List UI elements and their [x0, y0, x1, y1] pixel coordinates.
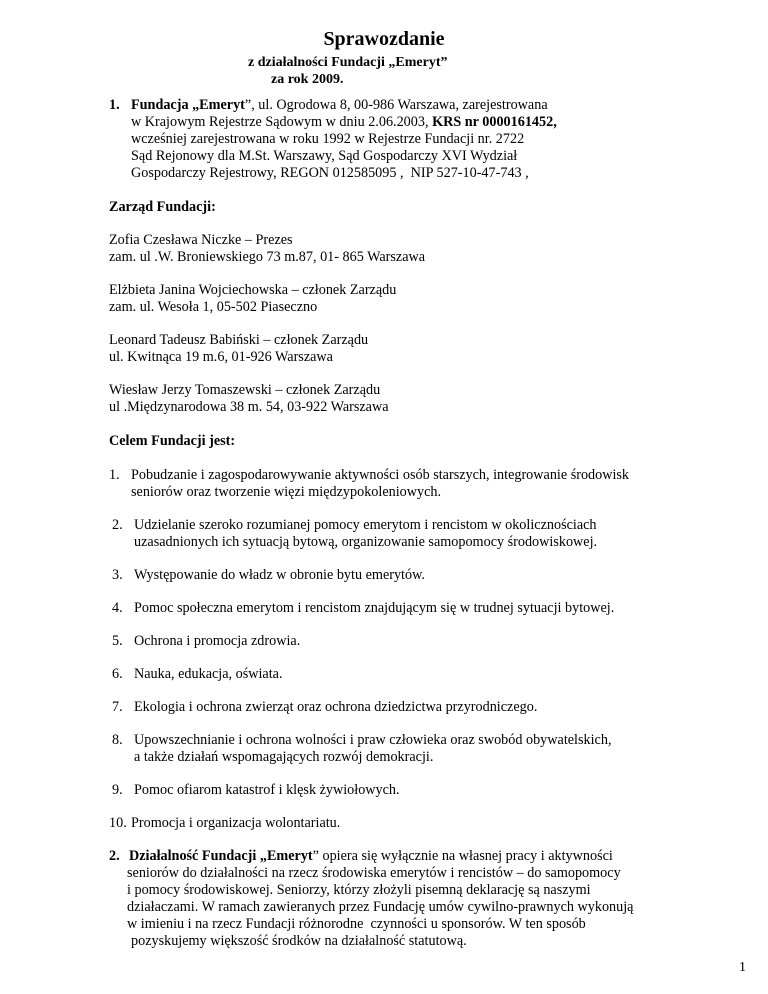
foundation-address: ”, ul. Ogrodowa 8, 00-986 Warszawa, zarejestrowana	[244, 97, 548, 113]
section-2-line: w imieniu i na rzecz Fundacji różnorodne czynności u sponsorów. W ten sposób	[127, 916, 586, 932]
board-member-address: ul. Kwitnąca 19 m.6, 01-926 Warszawa	[109, 349, 333, 365]
goal-text: Ekologia i ochrona zwierząt oraz ochrona dziedzictwa przyrodniczego.	[134, 699, 538, 715]
section-2-line: seniorów do działalności na rzecz środowiska emerytów i rencistów – do samopomocy	[127, 865, 621, 881]
board-member-name: Wiesław Jerzy Tomaszewski – członek Zarządu	[109, 382, 381, 398]
section-2-line: pozyskujemy większość środków na działalność statutową.	[131, 933, 467, 949]
page-number: 1	[739, 960, 746, 975]
board-heading: Zarząd Fundacji:	[109, 199, 216, 215]
foundation-name: Fundacja „Emeryt	[131, 97, 245, 113]
section-2-number: 2.	[109, 848, 120, 864]
goal-text: seniorów oraz tworzenie więzi międzypokoleniowych.	[131, 484, 442, 500]
goal-text: a także działań wspomagających rozwój demokracji.	[134, 749, 434, 765]
goal-number: 1.	[109, 467, 120, 483]
goal-text: Pobudzanie i zagospodarowywanie aktywności osób starszych, integrowanie środowisk	[131, 467, 630, 483]
document-year: za rok 2009.	[271, 72, 344, 87]
goal-text: Udzielanie szeroko rozumianej pomocy emerytom i rencistom w okolicznościach	[134, 517, 597, 533]
section-1-number: 1.	[109, 97, 120, 113]
goal-text: Upowszechnianie i ochrona wolności i praw człowieka oraz swobód obywatelskich,	[134, 732, 612, 748]
goal-text: Występowanie do władz w obronie bytu emerytów.	[134, 567, 425, 583]
section-2-line: i pomocy środowiskowej. Seniorzy, którzy złożyli pisemną deklarację są naszymi	[127, 882, 591, 898]
section-2-line: działaczami. W ramach zawieranych przez Fundację umów cywilno-prawnych wykonują	[127, 899, 634, 915]
goal-text: uzasadnionych ich sytuacją bytową, organizowanie samopomocy środowiskowej.	[134, 534, 598, 550]
goal-text: Nauka, edukacja, oświata.	[134, 666, 283, 682]
goal-text: Ochrona i promocja zdrowia.	[134, 633, 301, 649]
board-member-address: zam. ul. Wesoła 1, 05-502 Piaseczno	[109, 299, 318, 315]
goal-number: 2.	[112, 517, 123, 533]
goal-number: 5.	[112, 633, 123, 649]
board-member-name: Elżbieta Janina Wojciechowska – członek Zarządu	[109, 282, 397, 298]
krs-number: KRS nr 0000161452,	[432, 114, 557, 130]
board-member-name: Leonard Tadeusz Babiński – członek Zarządu	[109, 332, 369, 348]
board-member-address: ul .Międzynarodowa 38 m. 54, 03-922 Warszawa	[109, 399, 389, 415]
goal-number: 10.	[109, 815, 127, 831]
activity-text: ” opiera się wyłącznie na własnej pracy i aktywności	[312, 848, 613, 864]
goal-number: 6.	[112, 666, 123, 682]
board-member-address: zam. ul .W. Broniewskiego 73 m.87, 01- 865 Warszawa	[109, 249, 426, 265]
section-1-line	[131, 97, 548, 114]
goal-text: Pomoc społeczna emerytom i rencistom znajdującym się w trudnej sytuacji bytowej.	[134, 600, 615, 616]
goal-number: 3.	[112, 567, 123, 583]
section-1-line	[131, 114, 557, 131]
section-1-line: Gospodarczy Rejestrowy, REGON 012585095 , NIP 527-10-47-743 ,	[131, 165, 529, 181]
goal-number: 4.	[112, 600, 123, 616]
section-1-line: Sąd Rejonowy dla M.St. Warszawy, Sąd Gospodarczy XVI Wydział	[131, 148, 518, 164]
board-member-name: Zofia Czesława Niczke – Prezes	[109, 232, 293, 248]
section-1-line: wcześniej zarejestrowana w roku 1992 w Rejestrze Fundacji nr. 2722	[131, 131, 525, 147]
goals-heading: Celem Fundacji jest:	[109, 433, 236, 449]
registration-text: w Krajowym Rejestrze Sądowym w dniu 2.06.2003,	[131, 114, 433, 130]
goal-number: 8.	[112, 732, 123, 748]
goal-text: Pomoc ofiarom katastrof i klęsk żywiołowych.	[134, 782, 400, 798]
section-2-line	[129, 848, 613, 865]
goal-number: 7.	[112, 699, 123, 715]
goal-number: 9.	[112, 782, 123, 798]
document-subtitle: z działalności Fundacji „Emeryt”	[248, 55, 448, 70]
goal-text: Promocja i organizacja wolontariatu.	[131, 815, 341, 831]
document-title: Sprawozdanie	[323, 28, 445, 50]
activity-heading: Działalność Fundacji „Emeryt	[129, 848, 313, 864]
